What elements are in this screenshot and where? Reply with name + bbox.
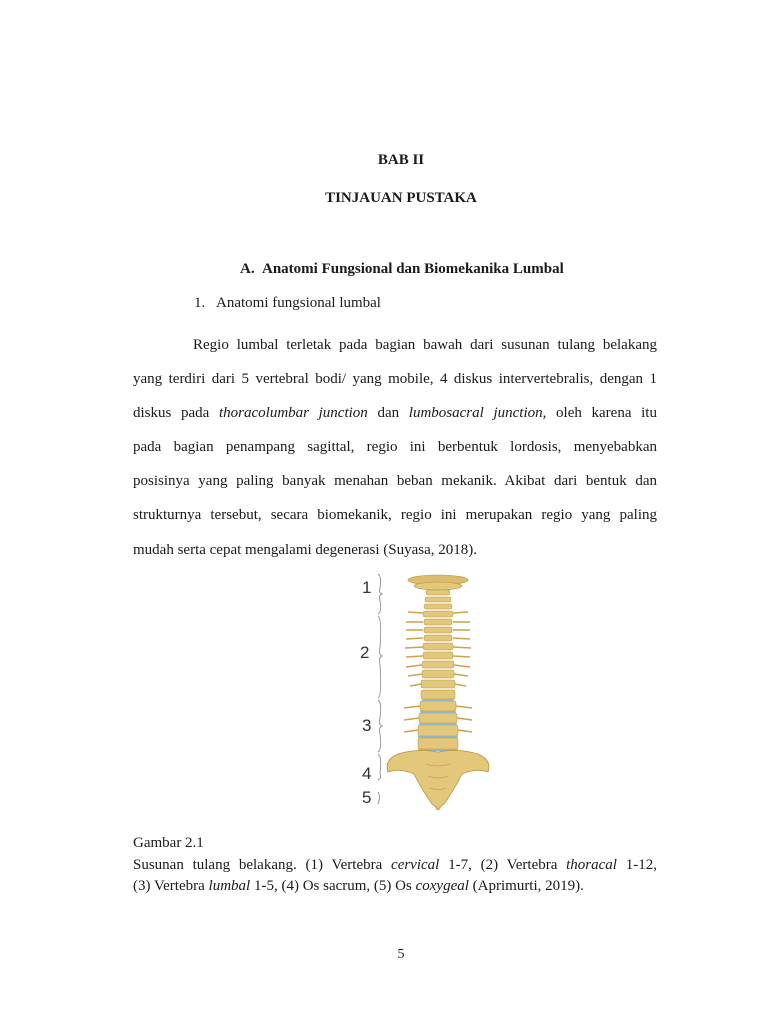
section-label: A. [240,261,255,277]
subsection-label: 1. [194,295,206,311]
text-span: , oleh karena itu [542,405,657,422]
paragraph-line: pada bagian penampang sagittal, regio ini berbentuk lordosis, menyebabkan [133,439,657,456]
subsection-title: Anatomi fungsional lumbal [216,295,381,311]
figure-label-3: 3 [362,716,372,735]
section-title: Anatomi Fungsional dan Biomekanika Lumbal [262,261,564,277]
page-number: 5 [397,947,405,962]
figure-label-2: 2 [360,643,370,662]
paragraph-line: yang terdiri dari 5 vertebral bodi/ yang mobile, 4 diskus intervertebralis, dengan 1 [133,371,657,388]
term-italic: cervical [391,857,440,873]
paragraph-line: posisinya yang paling banyak menahan beban mekanik. Akibat dari bentuk dan [133,473,657,490]
body-paragraph [133,328,657,567]
figure-label-4: 4 [362,764,372,783]
figure-label-5: 5 [362,788,372,807]
caption-line [133,855,657,876]
vertebral-column [387,575,489,810]
paragraph-line: mudah serta cepat mengalami degenerasi (Suyasa, 2018). [133,541,478,558]
chapter-title: TINJAUAN PUSTAKA [325,190,477,206]
spine-figure [358,568,518,818]
term-italic: coxygeal [415,878,469,894]
text-span: (3) Vertebra [133,878,209,894]
term-italic: thoracal [566,857,617,873]
paragraph-line: Regio lumbal terletak pada bagian bawah dari susunan tulang belakang [193,337,657,353]
section-heading [240,261,564,278]
text-span: dan [367,405,409,422]
chapter-number: BAB II [377,152,425,168]
text-span: 1-5, (4) Os sacrum, (5) Os [250,878,416,894]
figure-caption [133,855,657,897]
figure-caption-label: Gambar 2.1 [133,835,204,851]
caption-line [133,876,657,897]
subsection-heading [194,295,381,312]
term-italic: thoracolumbar junction [218,405,368,422]
term-italic: lumbosacral junction [408,405,543,422]
figure-label-1: 1 [362,578,372,597]
paragraph-line [133,396,657,430]
region-brackets [378,574,382,804]
spine-illustration [358,568,518,818]
text-span: (Aprimurti, 2019). [468,878,584,894]
paragraph-line: strukturnya tersebut, secara biomekanik, regio ini merupakan regio yang paling [133,507,657,524]
text-span: 1-12, [616,857,657,873]
text-span: Susunan tulang belakang. (1) Vertebra [133,857,392,873]
term-italic: lumbal [208,878,251,894]
text-span: diskus pada [133,405,219,422]
text-span: 1-7, (2) Vertebra [439,857,567,873]
